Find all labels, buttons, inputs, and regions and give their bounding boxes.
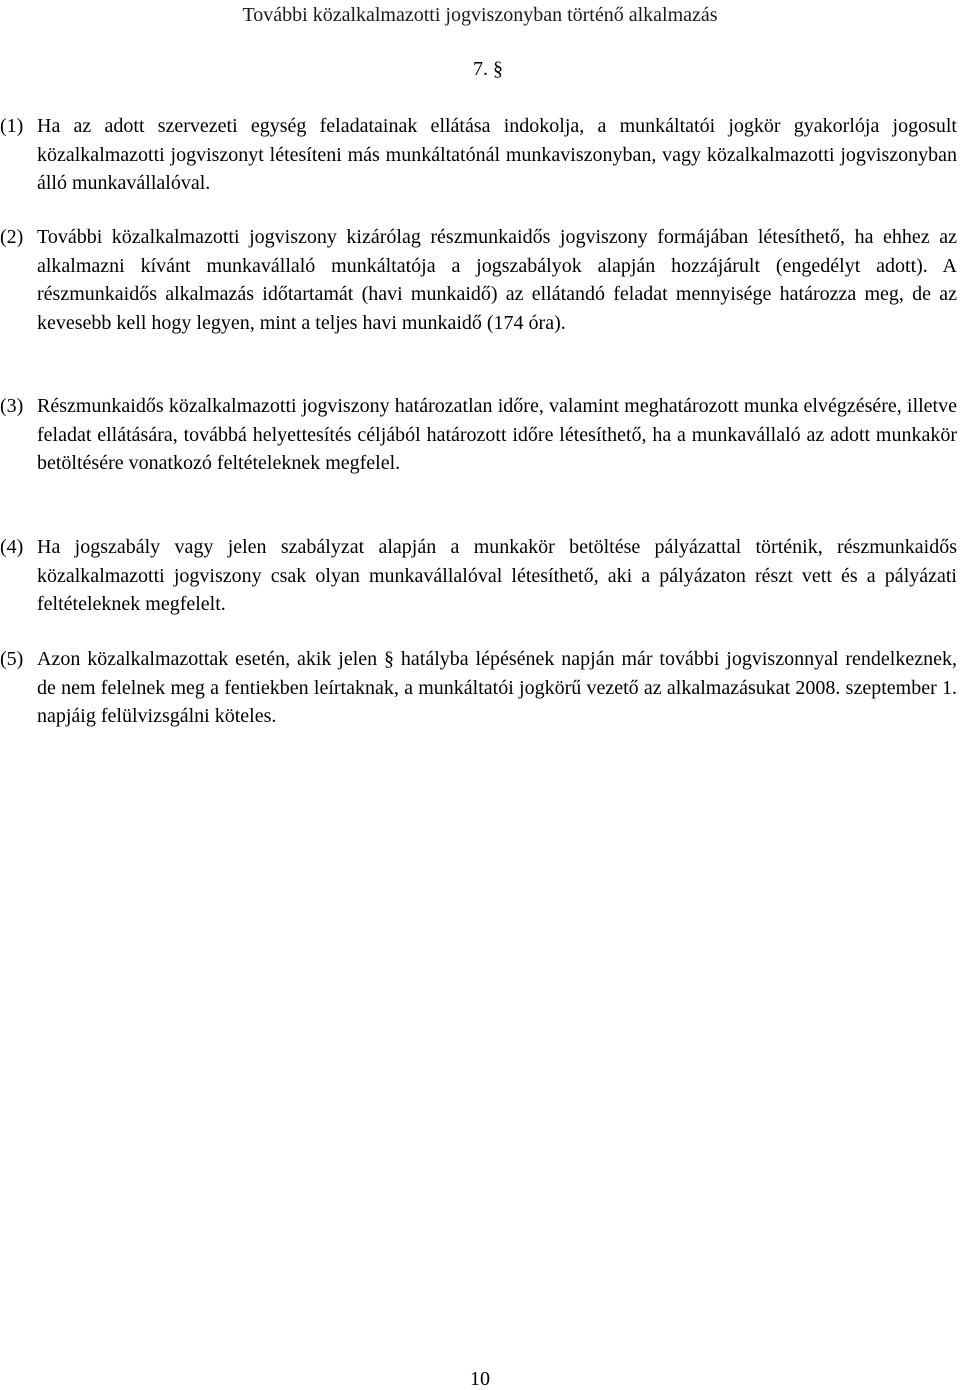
paragraph-number: (5) — [0, 648, 24, 670]
paragraph-number: (2) — [0, 226, 24, 248]
page-header: További közalkalmazotti jogviszonyban történő alkalmazás — [242, 4, 718, 26]
paragraph-2 — [0, 223, 960, 337]
page-number: 10 — [470, 1368, 490, 1390]
paragraph-text: További közalkalmazotti jogviszony kizárólag részmunkaidős jogviszony formájában létesíthető, ha ehhez az alkalmazni kívánt munkavállaló munkáltatója a jogszabályok alapján hozzájárult (engedélyt adott). A részmunkaidős alkalmazás időtartamát (havi munkaidő) az ellátandó feladat mennyisége határozza meg, de az kevesebb kell hogy legyen, mint a teljes havi munkaidő (174 óra). — [37, 226, 957, 334]
paragraph-number: (3) — [0, 395, 24, 417]
paragraph-number: (4) — [0, 536, 24, 558]
paragraph-3 — [0, 392, 960, 478]
paragraph-4 — [0, 533, 960, 619]
paragraph-text: Ha az adott szervezeti egység feladatainak ellátása indokolja, a munkáltatói jogkör gyakorlója jogosult közalkalmazotti jogviszonyt létesíteni más munkáltatónál munkaviszonyban, vagy közalkalmazotti jogviszonyban álló munkavállalóval. — [37, 115, 957, 194]
paragraph-text: Részmunkaidős közalkalmazotti jogviszony határozatlan időre, valamint meghatározott munka elvégzésére, illetve feladat ellátására, továbbá helyettesítés céljából határozott időre létesíthető, ha a munkavállaló az adott munkakör betöltésére vonatkozó feltételeknek megfelel. — [37, 395, 957, 474]
paragraph-5 — [0, 645, 960, 731]
paragraph-text: Azon közalkalmazottak esetén, akik jelen § hatályba lépésének napján már további jogviszonnyal rendelkeznek, de nem felelnek meg a fentiekben leírtaknak, a munkáltatói jogkörű vezető az alkalmazásukat 2008. szeptember 1. napjáig felülvizsgálni köteles. — [37, 648, 957, 727]
section-heading: 7. § — [473, 58, 503, 80]
paragraph-1 — [0, 112, 960, 198]
paragraph-number: (1) — [0, 115, 24, 137]
paragraph-text: Ha jogszabály vagy jelen szabályzat alapján a munkakör betöltése pályázattal történik, részmunkaidős közalkalmazotti jogviszony csak olyan munkavállalóval létesíthető, aki a pályázaton részt vett és a pályázati feltételeknek megfelelt. — [37, 536, 957, 615]
